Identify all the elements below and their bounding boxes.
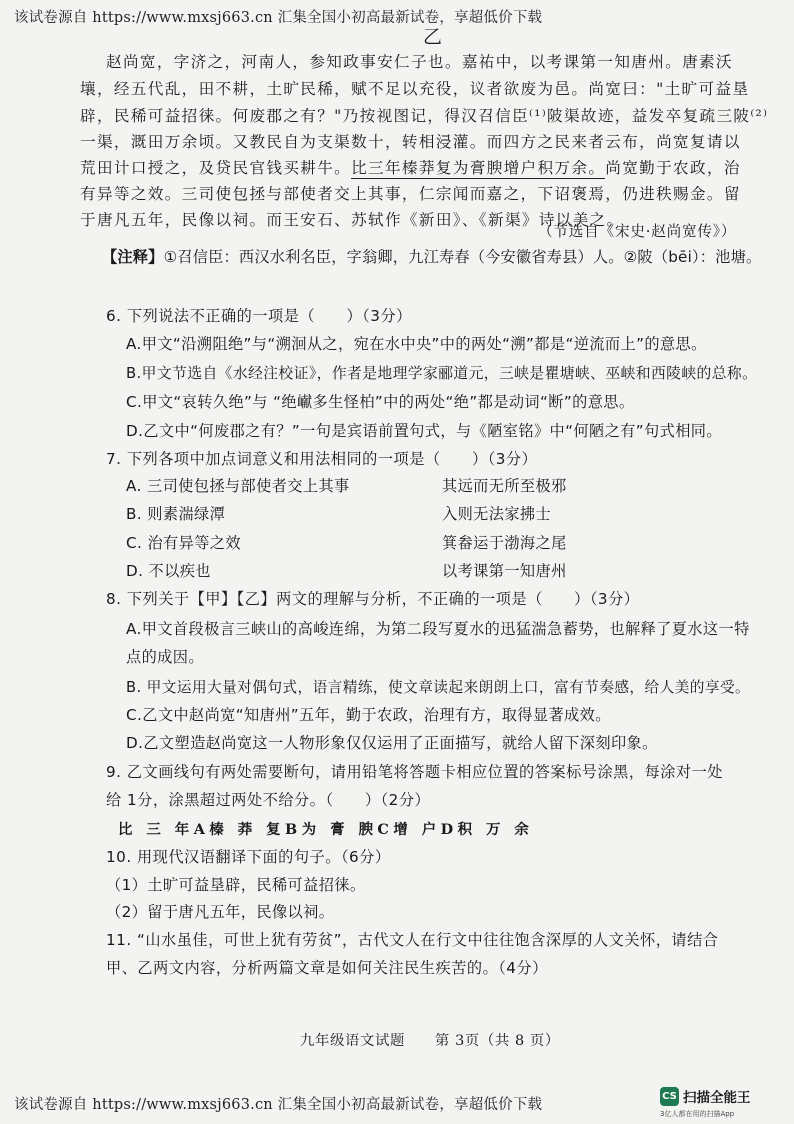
passage-source: （节选自《宋史·赵尚宽传》） (538, 223, 737, 240)
question-7-option-a: A. 三司使包拯与部使者交上其事 (126, 477, 350, 495)
annotation (102, 246, 761, 267)
passage-label: 乙 (423, 26, 443, 48)
camscanner-icon: CS (660, 1087, 679, 1106)
camscanner-name: 扫描全能王 (683, 1090, 751, 1106)
question-7-option-b-compare: 入则无法家拂士 (442, 505, 552, 523)
passage-line: 有异等之效。三司使包拯与部使者交上其事，仁宗闻而嘉之，下诏褒焉，仍进秩赐金。留 (80, 185, 741, 203)
question-7-stem: 7. 下列各项中加点词意义和用法相同的一项是（ ）（3分） (106, 450, 538, 468)
question-10-item-1: （1）土旷可益垦辟，民稀可益招徕。 (106, 876, 366, 894)
question-7-option-c-compare: 箕畚运于渤海之尾 (442, 534, 567, 552)
passage-line (80, 156, 741, 178)
question-8-option-a-cont: 点的成因。 (126, 648, 204, 666)
watermark-bottom: 该试卷源自 https://www.mxsj663.cn 汇集全国小初高最新试卷，享超低价下载 (14, 1097, 543, 1113)
passage-text: 荒田计口授之，及贷民官钱买耕牛。 (80, 159, 352, 177)
question-7-option-d-compare: 以考课第一知唐州 (442, 562, 567, 580)
camscanner-tagline: 3亿人都在用的扫描App (660, 1110, 735, 1118)
question-8-option-d: D.乙文塑造赵尚宽这一人物形象仅仅运用了正面描写，就给人留下深刻印象。 (126, 734, 658, 752)
question-6-option-b: B.甲文节选自《水经注校证》，作者是地理学家郦道元，三峡是瞿塘峡、巫峡和西陵峡的总称。 (126, 365, 758, 382)
question-9-stem-cont: 给 1分，涂黑超过两处不给分。（ ）（2分） (106, 791, 431, 809)
page-footer: 九年级语文试题 第 3页（共 8 页） (300, 1033, 560, 1049)
annotation-text: ①召信臣：西汉水利名臣，字翁卿，九江寿春（今安徽省寿县）人。②陂（bēi）：池塘。 (163, 248, 762, 266)
passage-line: 于唐凡五年，民像以祠。而王安石、苏轼作《新田》、《新渠》诗以美之。 (80, 211, 624, 229)
question-7-option-a-compare: 其远而无所至极邪 (442, 477, 567, 495)
passage-line: 赵尚宽，字济之，河南人，参知政事安仁子也。嘉祐中，以考课第一知唐州。唐素沃 (106, 53, 733, 71)
question-6-option-a: A.甲文“沿溯阻绝”与“溯洄从之，宛在水中央”中的两处“溯”都是“逆流而上”的意思。 (126, 335, 707, 353)
passage-line: 一渠，溉田万余顷。又教民自为支渠数十，转相浸灌。而四方之民来者云布，尚宽复请以 (80, 133, 741, 151)
question-10-stem: 10. 用现代汉语翻译下面的句子。（6分） (106, 848, 391, 866)
camscanner-logo (658, 1085, 778, 1119)
question-7-option-d: D. 不以疾也 (126, 562, 211, 580)
question-9-break-marks: 比 三 年A榛 莽 复B为 膏 腴C增 户D积 万 余 (118, 821, 534, 838)
question-7-option-c: C. 治有异等之效 (126, 534, 241, 552)
question-6-stem: 6. 下列说法不正确的一项是（ ）（3分） (106, 307, 412, 325)
question-8-stem: 8. 下列关于【甲】【乙】两文的理解与分析，不正确的一项是（ ）（3分） (106, 590, 640, 608)
question-7-option-b: B. 则素湍绿潭 (126, 505, 226, 523)
passage-text: 尚宽勤于农政，治 (605, 159, 741, 177)
question-11-stem: 11. “山水虽佳，可世上犹有劳贫”，古代文人在行文中往往饱含深厚的人文关怀，请结合 (106, 931, 719, 949)
passage-line: 壤，经五代乱，田不耕，土旷民稀，赋不足以充役，议者欲废为邑。尚宽曰："土旷可益垦 (80, 80, 750, 98)
question-8-option-b: B. 甲文运用大量对偶句式，语言精练，使文章读起来朗朗上口，富有节奏感，给人美的享受。 (126, 679, 751, 696)
question-8-option-a: A.甲文首段极言三峡山的高峻连绵，为第二段写夏水的迅猛湍急蓄势，也解释了夏水这一特 (126, 620, 750, 638)
question-6-option-c: C.甲文“哀转久绝”与 “绝𪩘多生怪柏”中的两处“绝”都是动词“断”的意思。 (126, 393, 635, 411)
question-9-stem: 9. 乙文画线句有两处需要断句，请用铅笔将答题卡相应位置的答案标号涂黑，每涂对一处 (106, 763, 723, 781)
annotation-label: 【注释】 (102, 248, 164, 266)
underlined-sentence: 比三年榛莽复为膏腴增户积万余。 (351, 159, 606, 177)
passage-line: 辟，民稀可益招徕。何废郡之有？"乃按视图记，得汉召信臣⁽¹⁾陂渠故迹，益发卒复疏三陂⁽²⁾ (80, 107, 769, 125)
question-6-option-d: D.乙文中“何废郡之有？”一句是宾语前置句式，与《陋室铭》中“何陋之有”句式相同。 (126, 422, 722, 440)
question-8-option-c: C.乙文中赵尚宽“知唐州”五年，勤于农政，治理有方，取得显著成效。 (126, 706, 611, 724)
question-11-stem-cont: 甲、乙两文内容，分析两篇文章是如何关注民生疾苦的。（4分） (106, 959, 548, 977)
watermark-top: 该试卷源自 https://www.mxsj663.cn 汇集全国小初高最新试卷，享超低价下载 (14, 10, 543, 26)
question-10-item-2: （2）留于唐凡五年，民像以祠。 (106, 903, 335, 921)
